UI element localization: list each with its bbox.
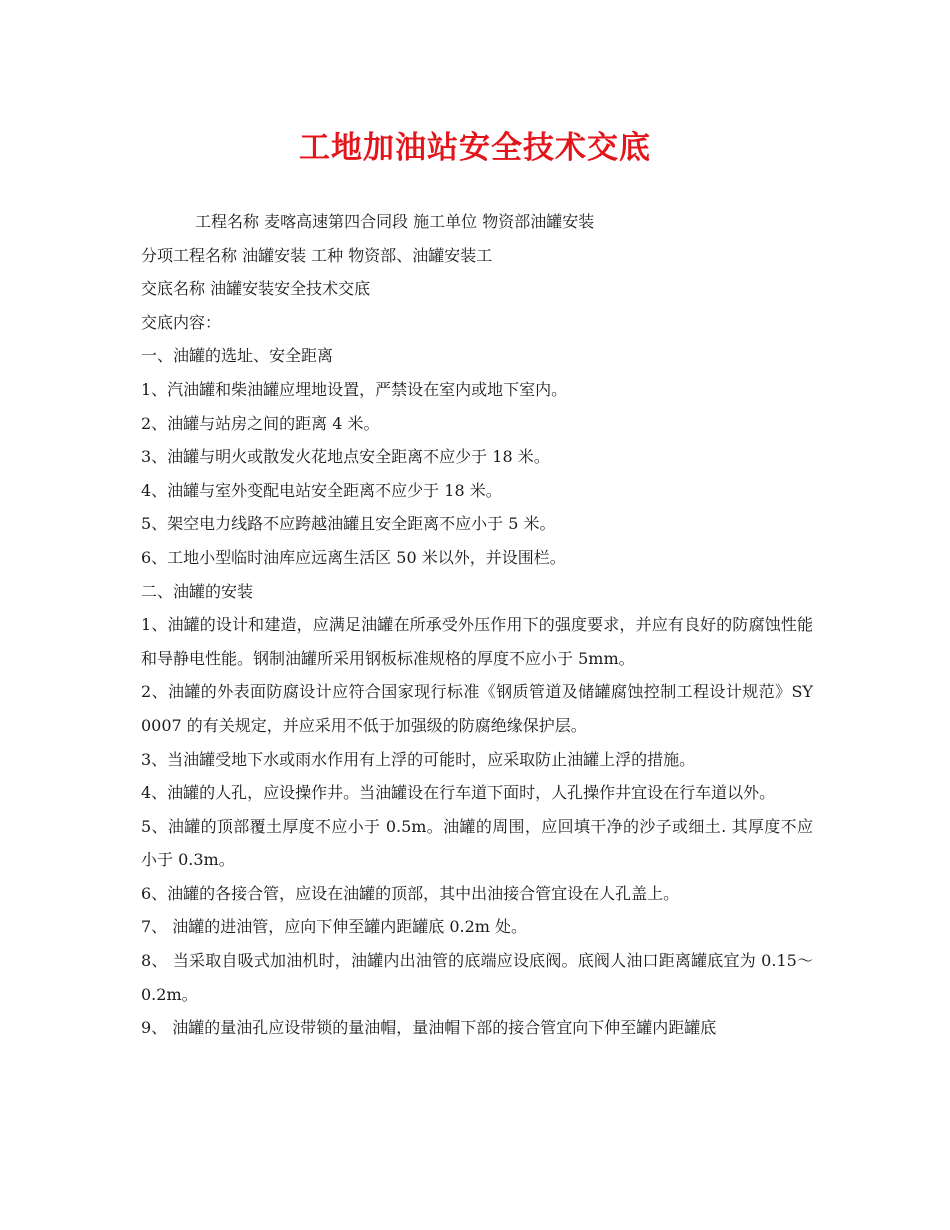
section-item: 7、 油罐的进油管，应向下伸至罐内距罐底 0.2m 处。 <box>141 917 528 937</box>
disclosure-name-line: 交底名称 油罐安装安全技术交底 <box>141 279 371 299</box>
section-item: 2、油罐与站房之间的距离 4 米。 <box>141 413 380 433</box>
section-item: 5、油罐的顶部覆土厚度不应小于 0.5m。油罐的周围，应回填干净的沙子或细土. 其厚度不应小于 0.3m。 <box>141 816 813 870</box>
content-label: 交底内容： <box>141 312 222 332</box>
section-item: 6、油罐的各接合管，应设在油罐的顶部，其中出油接合管宜设在人孔盖上。 <box>141 883 680 903</box>
section-item: 6、工地小型临时油库应远离生活区 50 米以外，并设围栏。 <box>141 547 566 567</box>
section-heading: 二、油罐的安装 <box>141 581 254 601</box>
section-item: 3、当油罐受地下水或雨水作用有上浮的可能时，应采取防止油罐上浮的措施。 <box>141 749 696 769</box>
document-body <box>141 205 813 1045</box>
document-title: 工地加油站安全技术交底 <box>299 130 651 166</box>
section-heading: 一、油罐的选址、安全距离 <box>141 346 334 366</box>
section-item: 4、油罐与室外变配电站安全距离不应少于 18 米。 <box>141 480 502 500</box>
section-item: 8、 当采取自吸式加油机时，油罐内出油管的底端应设底阀。底阀人油口距离罐底宜为 0.15～0.2m。 <box>141 951 813 1004</box>
section-item: 4、油罐的人孔，应设操作井。当油罐设在行车道下面时，人孔操作井宜设在行车道以外。 <box>141 783 776 803</box>
section-item: 1、油罐的设计和建造，应满足油罐在所承受外压作用下的强度要求，并应有良好的防腐蚀性能和导静电性能。钢制油罐所采用钢板标准规格的厚度不应小于 5mm。 <box>141 615 813 668</box>
section-item: 3、油罐与明火或散发火花地点安全距离不应少于 18 米。 <box>141 447 550 467</box>
section-item: 5、架空电力线路不应跨越油罐且安全距离不应小于 5 米。 <box>141 514 556 534</box>
project-info-line: 工程名称 麦喀高速第四合同段 施工单位 物资部油罐安装 <box>195 212 595 231</box>
subproject-info-line: 分项工程名称 油罐安装 工种 物资部、油罐安装工 <box>141 245 493 265</box>
section-item: 9、 油罐的量油孔应设带锁的量油帽，量油帽下部的接合管宜向下伸至罐内距罐底 <box>141 1018 717 1038</box>
section-item: 1、汽油罐和柴油罐应埋地设置，严禁设在室内或地下室内。 <box>141 379 568 399</box>
section-item: 2、油罐的外表面防腐设计应符合国家现行标准《钢质管道及储罐腐蚀控制工程设计规范》SY 0007 的有关规定，并应采用不低于加强级的防腐绝缘保护层。 <box>141 682 813 735</box>
